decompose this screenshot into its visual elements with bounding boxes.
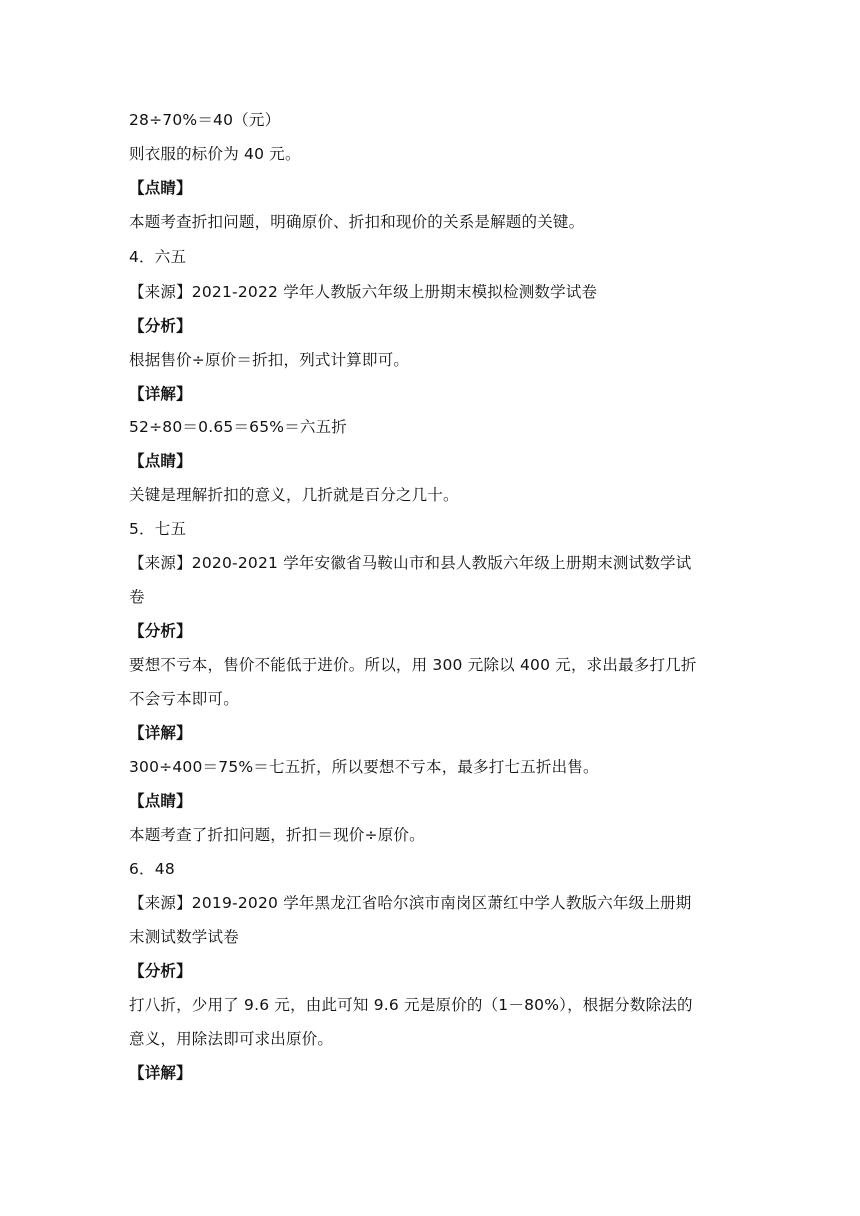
calc-line: 28÷70%＝40（元）: [129, 111, 281, 129]
source-line: 【来源】2020-2021 学年安徽省马鞍山市和县人教版六年级上册期末测试数学试: [129, 554, 692, 572]
solution-line: 300÷400＝75%＝七五折，所以要想不亏本，最多打七五折出售。: [129, 758, 599, 776]
source-line: 【来源】2021-2022 学年人教版六年级上册期末模拟检测数学试卷: [129, 283, 598, 301]
analysis-line: 根据售价÷原价＝折扣，列式计算即可。: [129, 351, 410, 369]
comment-line: 关键是理解折扣的意义，几折就是百分之几十。: [129, 486, 459, 504]
question-number: 5．七五: [129, 520, 187, 538]
section-heading-dianjing: 【点睛】: [129, 179, 192, 197]
section-heading-xiangjie: 【详解】: [129, 1064, 192, 1082]
analysis-line: 打八折，少用了 9.6 元，由此可知 9.6 元是原价的（1－80%），根据分数除法的: [129, 996, 693, 1014]
solution-line: 52÷80＝0.65＝65%＝六五折: [129, 418, 347, 436]
analysis-line-continued: 不会亏本即可。: [129, 690, 239, 708]
section-heading-xiangjie: 【详解】: [129, 724, 192, 742]
source-line-continued: 卷: [129, 588, 145, 606]
comment-line: 本题考查折扣问题，明确原价、折扣和现价的关系是解题的关键。: [129, 213, 585, 231]
analysis-line: 要想不亏本，售价不能低于进价。所以，用 300 元除以 400 元，求出最多打几折: [129, 656, 697, 674]
question-number: 6．48: [129, 860, 175, 878]
comment-line: 本题考查了折扣问题，折扣＝现价÷原价。: [129, 826, 425, 844]
section-heading-xiangjie: 【详解】: [129, 385, 192, 403]
analysis-line-continued: 意义，用除法即可求出原价。: [129, 1030, 334, 1048]
answer-line: 则衣服的标价为 40 元。: [129, 145, 301, 163]
source-line-continued: 末测试数学试卷: [129, 928, 239, 946]
question-number: 4．六五: [129, 248, 187, 266]
section-heading-fenxi: 【分析】: [129, 962, 192, 980]
section-heading-dianjing: 【点睛】: [129, 452, 192, 470]
source-line: 【来源】2019-2020 学年黑龙江省哈尔滨市南岗区萧红中学人教版六年级上册期: [129, 894, 692, 912]
section-heading-fenxi: 【分析】: [129, 317, 192, 335]
section-heading-dianjing: 【点睛】: [129, 792, 192, 810]
section-heading-fenxi: 【分析】: [129, 622, 192, 640]
